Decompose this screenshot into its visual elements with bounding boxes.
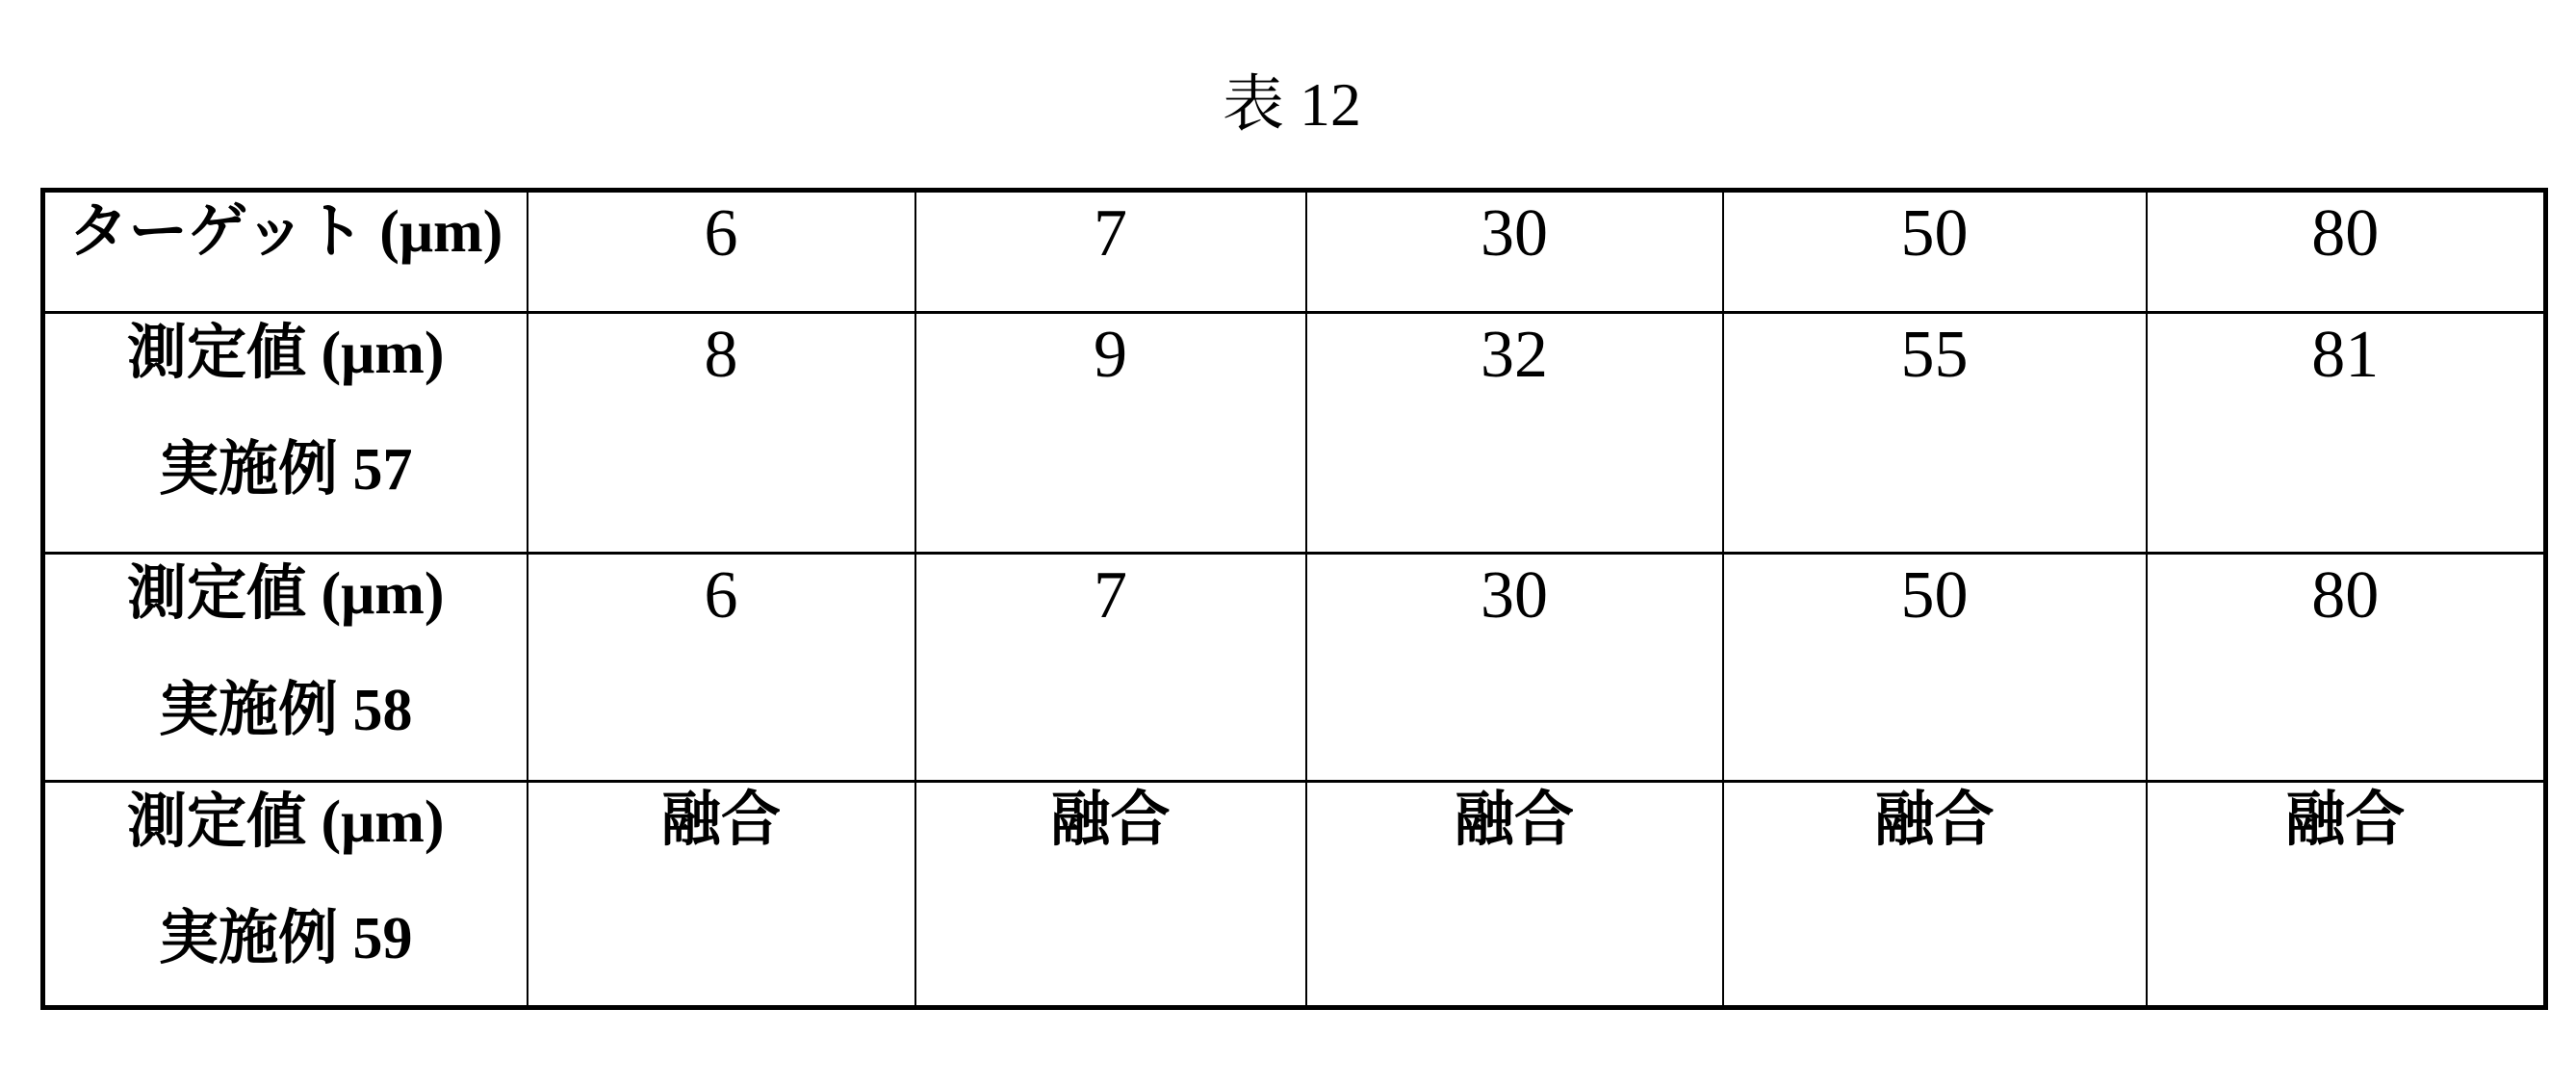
- value-cell: [1306, 191, 1723, 313]
- row-label-cell: [43, 554, 528, 782]
- measured-value: 7: [1094, 558, 1127, 633]
- row-label-cell: [43, 191, 528, 313]
- target-value: 6: [704, 196, 738, 271]
- measured-value: 9: [1094, 318, 1127, 392]
- row-label-example: 実施例 58: [158, 677, 413, 743]
- measured-value: 30: [1481, 558, 1548, 633]
- table-row-example-58: [43, 554, 2546, 782]
- value-cell: [2147, 554, 2546, 782]
- measured-value: 8: [704, 318, 738, 392]
- row-label-example: 実施例 57: [158, 436, 413, 503]
- target-value: 50: [1900, 196, 1969, 271]
- row-label-measured: 測定値 (μm): [126, 321, 445, 386]
- value-cell: [1306, 782, 1723, 1008]
- table-title: 表 12: [1223, 70, 1361, 139]
- value-cell: [528, 191, 915, 313]
- measured-value-fused: 融合: [1454, 788, 1574, 853]
- measured-value: 32: [1481, 318, 1548, 392]
- value-cell: [1723, 313, 2147, 554]
- value-cell: [528, 313, 915, 554]
- measured-value: 80: [2311, 558, 2380, 633]
- row-label-cell: [43, 782, 528, 1008]
- measured-value: 55: [1900, 318, 1969, 392]
- row-label-example: 実施例 59: [158, 905, 413, 971]
- measured-value-fused: 融合: [2285, 788, 2406, 853]
- value-cell: [2147, 313, 2546, 554]
- value-cell: [528, 782, 915, 1008]
- table-row-example-57: [43, 313, 2546, 554]
- row-label-measured: 測定値 (μm): [126, 561, 445, 627]
- target-value: 80: [2311, 196, 2380, 271]
- value-cell: [915, 191, 1306, 313]
- table-row-example-59: [43, 782, 2546, 1008]
- value-cell: [915, 782, 1306, 1008]
- measured-value-fused: 融合: [1874, 788, 1995, 853]
- value-cell: [1723, 554, 2147, 782]
- measured-value: 6: [704, 558, 738, 633]
- value-cell: [2147, 191, 2546, 313]
- row-label-target: ターゲット (μm): [68, 199, 503, 265]
- value-cell: [1306, 313, 1723, 554]
- row-label-cell: [43, 313, 528, 554]
- row-label-measured: 測定値 (μm): [126, 789, 445, 855]
- measured-value-fused: 融合: [660, 788, 781, 853]
- value-cell: [1306, 554, 1723, 782]
- value-cell: [2147, 782, 2546, 1008]
- measured-value: 81: [2311, 318, 2380, 392]
- value-cell: [1723, 782, 2147, 1008]
- target-value: 7: [1094, 196, 1127, 271]
- target-value: 30: [1481, 196, 1548, 271]
- measurement-table: [40, 188, 2548, 1010]
- value-cell: [915, 313, 1306, 554]
- measured-value-fused: 融合: [1050, 788, 1171, 853]
- measured-value: 50: [1900, 558, 1969, 633]
- table-row-target: [43, 191, 2546, 313]
- value-cell: [528, 554, 915, 782]
- value-cell: [915, 554, 1306, 782]
- value-cell: [1723, 191, 2147, 313]
